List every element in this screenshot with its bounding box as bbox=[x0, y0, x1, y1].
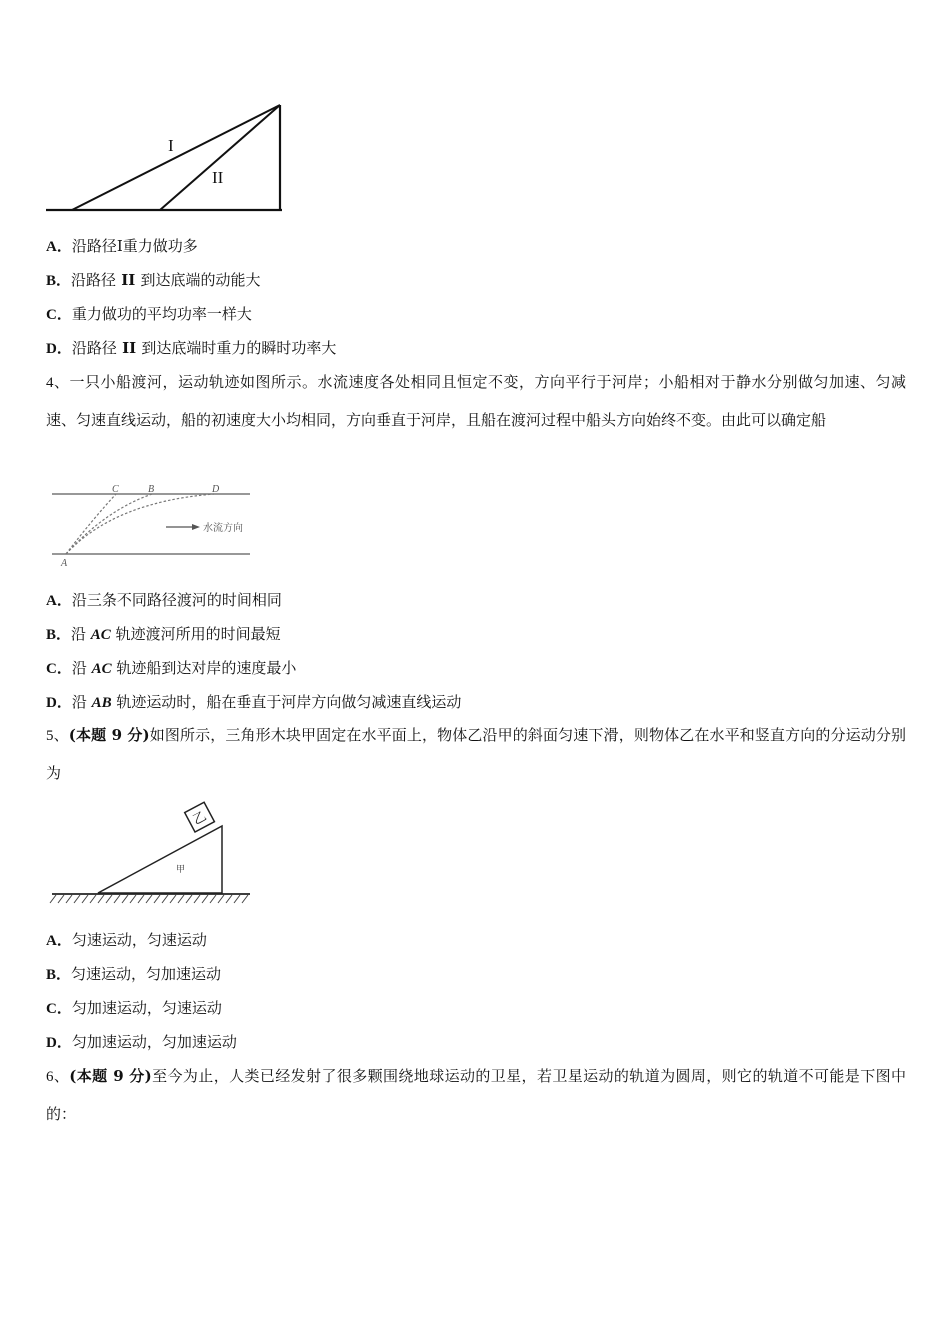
q3-path-1-label: I bbox=[168, 136, 174, 155]
q4-flow-label: 水流方向 bbox=[203, 523, 243, 534]
q4-stem: 4、一只小船渡河，运动轨迹如图所示。水流速度各处相同且恒定不变，方向平行于河岸；小船相对于静水分别做匀加速、匀减速、匀速直线运动，船的初速度大小均相同，方向垂直于河岸，且船在渡河过程中船头方向始终不变。由此可以确定船 bbox=[46, 373, 906, 429]
q3-option-b: B．沿路径 II 到达底端的动能大 bbox=[46, 271, 261, 289]
q4-label-d: D bbox=[212, 484, 220, 495]
q3-option-c: C．重力做功的平均功率一样大 bbox=[46, 305, 252, 323]
q4-option-a: A．沿三条不同路径渡河的时间相同 bbox=[46, 591, 282, 609]
q3-path-2-label: II bbox=[212, 168, 224, 187]
q3-path-1-line bbox=[72, 105, 280, 210]
q3-option-a: A．沿路径Ⅰ重力做功多 bbox=[46, 237, 198, 255]
q4-path-ad bbox=[66, 494, 214, 554]
q5-option-a: A．匀速运动，匀速运动 bbox=[46, 931, 207, 949]
q5-wedge-figure bbox=[48, 800, 254, 910]
q4-river-figure bbox=[44, 480, 264, 570]
q5-wedge bbox=[98, 826, 222, 893]
q5-ground-hatching bbox=[50, 895, 248, 903]
q4-option-c: C．沿 AC 轨迹船到达对岸的速度最小 bbox=[46, 659, 297, 677]
q5-block bbox=[185, 802, 215, 832]
q4-path-ab bbox=[66, 494, 152, 554]
q4-path-ac bbox=[66, 494, 116, 554]
q5-wedge-label: 甲 bbox=[176, 864, 186, 874]
q4-flow-arrowhead bbox=[192, 524, 200, 530]
q6-stem: 6、(本题 9 分)至今为止，人类已经发射了很多颗围绕地球运动的卫星，若卫星运动的轨道为圆周，则它的轨道不可能是下图中的： bbox=[46, 1067, 906, 1123]
q4-label-c: C bbox=[112, 484, 119, 495]
q5-option-b: B．匀速运动，匀加速运动 bbox=[46, 965, 222, 983]
q4-label-a: A bbox=[61, 558, 68, 569]
q5-option-c: C．匀加速运动，匀速运动 bbox=[46, 999, 222, 1017]
q4-option-d: D．沿 AB 轨迹运动时，船在垂直于河岸方向做匀减速直线运动 bbox=[46, 693, 462, 711]
q5-block-label: 乙 bbox=[190, 808, 209, 828]
q3-option-d: D．沿路径 II 到达底端时重力的瞬时功率大 bbox=[46, 339, 337, 357]
q3-incline-figure bbox=[40, 95, 300, 220]
q5-option-d: D．匀加速运动，匀加速运动 bbox=[46, 1033, 237, 1051]
q5-stem: 5、(本题 9 分)如图所示，三角形木块甲固定在水平面上，物体乙沿甲的斜面匀速下滑，则物体乙在水平和竖直方向的分运动分别为 bbox=[46, 726, 906, 782]
q4-option-b: B．沿 AC 轨迹渡河所用的时间最短 bbox=[46, 625, 281, 643]
q4-label-b: B bbox=[148, 484, 155, 495]
